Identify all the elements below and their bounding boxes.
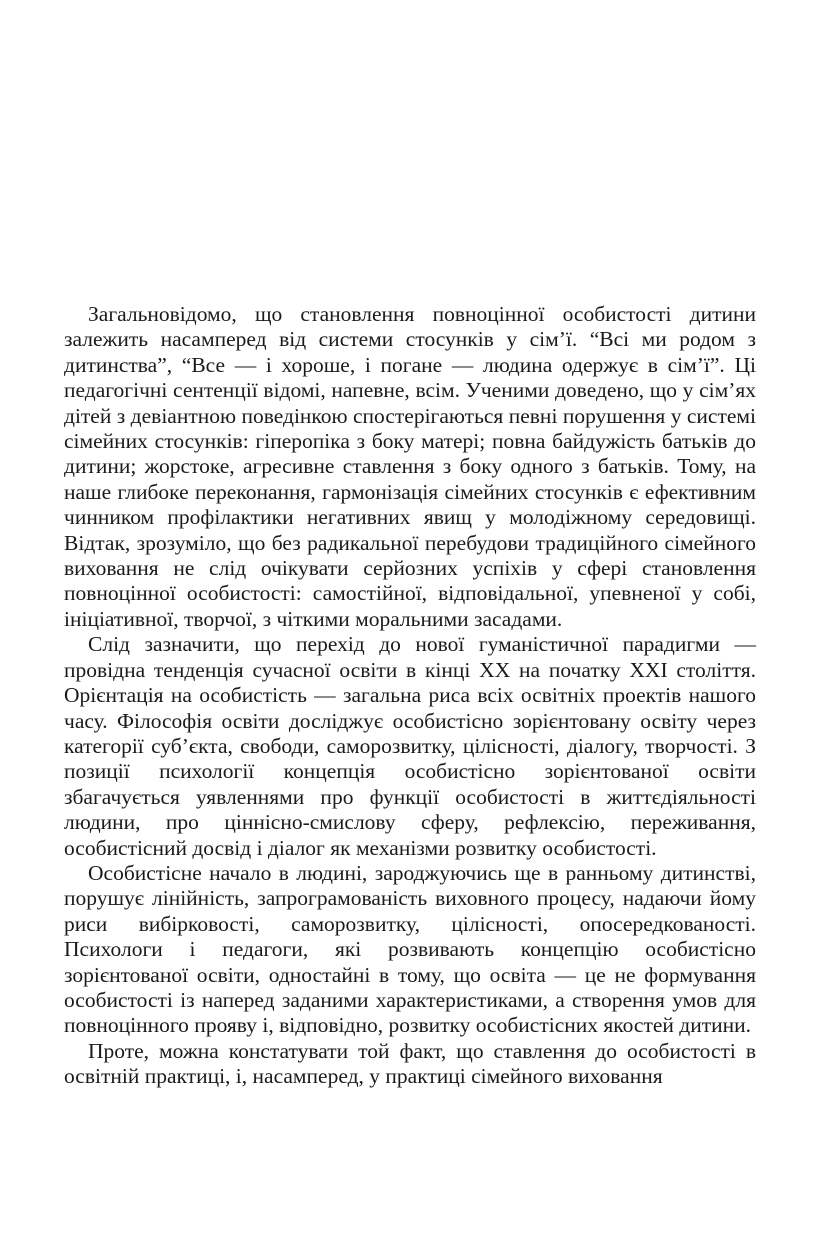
paragraph-humanistic-paradigm: Слід зазначити, що перехід до нової гуманістичної парадигми — провідна тенденція сучасної освіти в кінці XX на початку XXI століття. Орієнтація на особистість — загальна риса всіх освітніх проектів нашого часу. Філософія освіти досліджує особистісно зорієнтовану освіту через категорії суб’єкта, свободи, саморозвитку, цілісності, діалогу, творчості. З позиції психології концепція особистісно зорієнтованої освіти збагачується уявленнями про функції особистості в життєдіяльності людини, про ціннісно-смислову сферу, рефлексію, переживання, особистісний досвід і діалог як механізми розвитку особистості.	[64, 632, 756, 860]
paragraph-family-relations: Загальновідомо, що становлення повноцінної особистості дитини залежить насамперед від системи стосунків у сім’ї. “Всі ми родом з дитинства”, “Все — і хороше, і погане — людина одержує в сім’ї”. Ці педагогічні сентенції відомі, напевне, всім. Ученими доведено, що у сім’ях дітей з девіантною поведінкою спостерігаються певні порушення у системі сімейних стосунків: гіперопіка з боку матері; повна байдужість батьків до дитини; жорстоке, агресивне ставлення з боку одного з батьків. Тому, на наше глибоке переконання, гармонізація сімейних стосунків є ефективним чинником профілактики негативних явищ у молодіжному середовищі. Відтак, зрозуміло, що без радикальної перебудови традиційного сімейного виховання не слід очікувати серйозних успіхів у сфері становлення повноцінної особистості: самостійної, відповідальної, упевненої у собі, ініціативної, творчої, з чіткими моральними засадами.	[64, 302, 756, 631]
paragraph-educational-practice: Проте, можна констатувати той факт, що ставлення до особистості в освітній практиці, і, насамперед, у практиці сімейного виховання	[64, 1038, 756, 1089]
paragraph-personal-origin: Особистісне начало в людині, зароджуючись ще в ранньому дитинстві, порушує лінійність, запрограмованість виховного процесу, надаючи йому риси вибірковості, саморозвитку, цілісності, опосередкованості. Психологи і педагоги, які розвивають концепцію особистісно зорієнтованої освіти, одностайні в тому, що освіта — це не формування особистості із наперед заданими характеристиками, а створення умов для повноцінного прояву і, відповідно, розвитку особистісних якостей дитини.	[64, 860, 756, 1038]
document-body	[64, 302, 756, 1090]
